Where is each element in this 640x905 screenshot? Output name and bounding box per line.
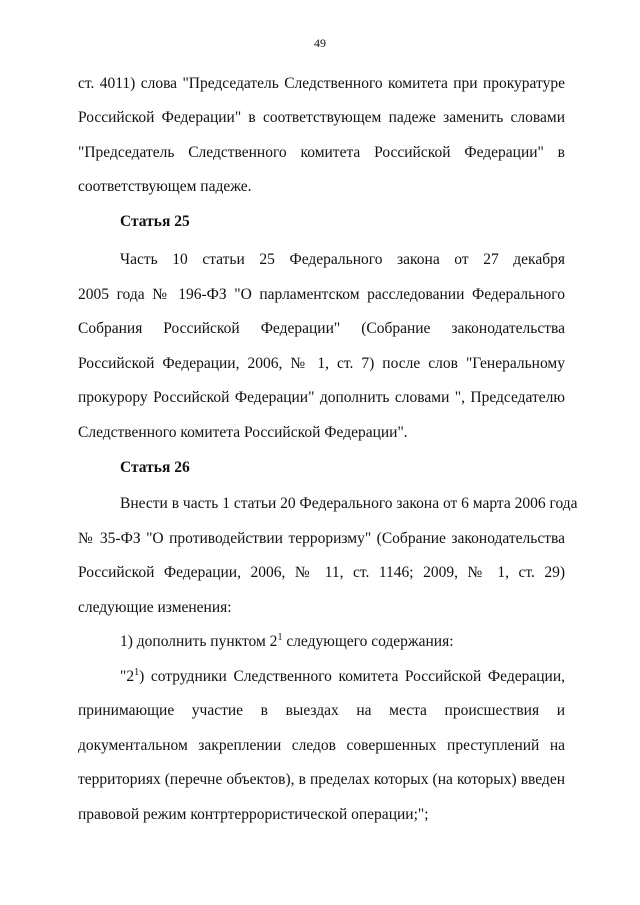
article-25-line-5: прокурору Российской Федерации" дополнить словами ", Председателю (78, 389, 565, 406)
item-1-text-after: следующего содержания: (282, 633, 454, 650)
article-25-line-1: Часть 10 статьи 25 Федерального закона от 27 декабря (120, 251, 565, 268)
quote-superscript: 1 (134, 667, 140, 678)
article-25-line-6: Следственного комитета Российской Федерации". (78, 424, 408, 441)
article-26-quote-line-3: документальном закреплении следов совершенных преступлений на (78, 737, 565, 754)
intro-line-3: "Председатель Следственного комитета Российской Федерации" в (78, 144, 565, 161)
article-26-heading: Статья 26 (120, 459, 190, 476)
page-number: 49 (314, 36, 326, 50)
intro-line-4: соответствующем падеже. (78, 178, 252, 195)
article-26-quote-line-5: правовой режим контртеррористической операции;"; (78, 806, 429, 823)
article-26-line-3: Российской Федерации, 2006, № 11, ст. 1146; 2009, № 1, ст. 29) (78, 564, 565, 581)
article-25-line-4: Российской Федерации, 2006, № 1, ст. 7) после слов "Генеральному (78, 355, 565, 372)
article-25-line-3: Собрания Российской Федерации" (Собрание законодательства (78, 320, 565, 337)
article-26-quote-line-2: принимающие участие в выездах на места происшествия и (78, 702, 565, 719)
article-25-heading: Статья 25 (120, 213, 190, 230)
intro-line-1: ст. 4011) слова "Председатель Следственного комитета при прокуратуре (78, 75, 565, 92)
article-26-item-1 (120, 631, 565, 653)
article-26-quote-line-4: территориях (перечне объектов), в пределах которых (на которых) введен (78, 771, 565, 788)
article-26-line-1: Внести в часть 1 статьи 20 Федерального закона от 6 марта 2006 года (120, 495, 578, 512)
item-1-superscript: 1 (277, 632, 283, 643)
quote-text-after: ) сотрудники Следственного комитета Российской Федерации, (139, 668, 565, 685)
article-26-quote-line-1 (120, 666, 565, 688)
item-1-text-before: 1) дополнить пунктом 2 (120, 633, 278, 650)
intro-line-2: Российской Федерации" в соответствующем падеже заменить словами (78, 109, 565, 126)
quote-text-before: "2 (120, 668, 135, 685)
article-26-line-4: следующие изменения: (78, 599, 232, 616)
article-25-line-2: 2005 года № 196-ФЗ "О парламентском расследовании Федерального (78, 286, 565, 303)
article-26-line-2: № 35-ФЗ "О противодействии терроризму" (Собрание законодательства (78, 530, 565, 547)
